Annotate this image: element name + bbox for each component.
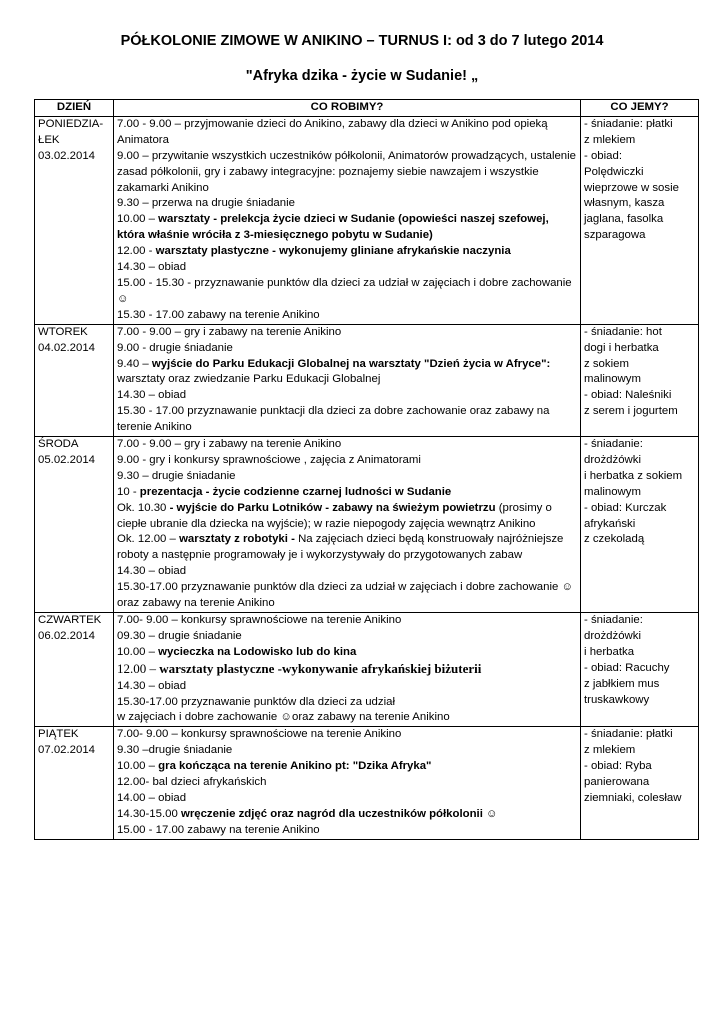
- food-line: wieprzowe w sosie: [584, 181, 679, 194]
- activity-line: [117, 710, 577, 726]
- activity-line: [117, 117, 577, 149]
- activity-text: 7.00 - 9.00 – gry i zabawy na terenie Anikino: [117, 438, 342, 451]
- food-cell: [581, 437, 699, 613]
- activity-line: [117, 679, 577, 695]
- activity-line: [117, 501, 577, 533]
- day-label: PIĄTEK: [38, 728, 79, 741]
- activity-text: 15.30 - 17.00 przyznawanie punktacji dla dzieci za dobre zachowanie oraz zabawy na terenie Anikino: [117, 405, 550, 434]
- activity-line: [117, 196, 577, 212]
- food-line: z czekoladą: [584, 533, 645, 546]
- food-cell: [581, 116, 699, 324]
- activity-text: 7.00- 9.00 – konkursy sprawnościowe na terenie Anikino: [117, 614, 402, 626]
- activity-text: 14.30-15.00: [117, 807, 181, 820]
- activity-line: [117, 532, 577, 564]
- activity-text: 15.30-17.00 przyznawanie punktów dla dzieci za udział w zajęciach i dobre zachowanie ☺ oraz zabawy na terenie Anikino: [117, 581, 574, 610]
- table-row: [35, 727, 699, 839]
- day-label: ŁEK: [38, 133, 60, 146]
- header-activities: CO ROBIMY?: [114, 100, 581, 117]
- food-cell: [581, 324, 699, 436]
- activity-highlight: wręczenie zdjęć oraz nagród dla uczestników półkolonii: [180, 807, 483, 820]
- food-line: malinowym: [584, 373, 641, 386]
- activity-text: 9.00 - drugie śniadanie: [117, 341, 233, 354]
- food-line: - obiad: Kurczak: [584, 501, 667, 514]
- food-line: szparagowa: [584, 229, 646, 242]
- activity-line: [117, 661, 577, 679]
- activity-text: 7.00 - 9.00 – przyjmowanie dzieci do Anikino, zabawy dla dzieci w Anikino pod opieką Animatora: [117, 117, 548, 146]
- food-line: - śniadanie: hot: [584, 325, 662, 338]
- food-line: Polędwiczki: [584, 165, 644, 178]
- food-line: afrykański: [584, 517, 636, 530]
- activity-text: 14.00 – obiad: [117, 791, 187, 804]
- activity-line: [117, 325, 577, 341]
- day-label: 07.02.2014: [38, 744, 96, 757]
- day-label: 04.02.2014: [38, 341, 96, 354]
- activity-line: [117, 437, 577, 453]
- schedule-body: [35, 116, 699, 839]
- activity-highlight: warsztaty - prelekcja życie dzieci w Sudanie (opowieści naszej szefowej, która właśnie wróciła z 3-miesięcznego pobytu w Sudanie): [117, 213, 549, 242]
- day-label: PONIEDZIA-: [38, 117, 104, 130]
- activity-text: 15.00 - 15.30 - przyznawanie punktów dla dzieci za udział w zajęciach i dobre zachowanie ☺: [117, 276, 572, 305]
- food-line: - śniadanie:: [584, 438, 643, 451]
- activity-text: 12.00 -: [117, 245, 156, 258]
- activity-line: [117, 404, 577, 436]
- food-line: z serem i jogurtem: [584, 405, 678, 418]
- activity-text: 15.30 - 17.00 zabawy na terenie Anikino: [117, 308, 320, 321]
- food-line: - obiad: Racuchy: [584, 661, 670, 674]
- activities-cell: [114, 727, 581, 839]
- food-line: dogi i herbatka: [584, 341, 659, 354]
- day-label: ŚRODA: [38, 438, 79, 451]
- activity-line: [117, 695, 577, 711]
- activity-line: [117, 341, 577, 357]
- food-line: truskawkowy: [584, 693, 650, 706]
- activity-text: 14.30 – obiad: [117, 679, 187, 692]
- activity-text: 9.00 – przywitanie wszystkich uczestników półkolonii, Animatorów prowadzących, ustalenie zasad półkolonii, gry i zabawy integracyjne: poznajemy siebie nawzajem i wszystkie zakamarki Anikino: [117, 149, 577, 194]
- activity-text: 9.40 –: [117, 357, 152, 370]
- day-cell: [35, 324, 114, 436]
- activity-text: w zajęciach i dobre zachowanie ☺oraz zabawy na terenie Anikino: [117, 711, 450, 724]
- activity-text: ☺: [482, 807, 498, 820]
- activity-text: 15.30-17.00 przyznawanie punktów dla dzieci za udział: [117, 695, 395, 708]
- activities-cell: [114, 613, 581, 727]
- activity-text: 15.00 - 17.00 zabawy na terenie Anikino: [117, 823, 320, 836]
- header-food: CO JEMY?: [581, 100, 699, 117]
- food-line: z mlekiem: [584, 744, 636, 757]
- activity-line: [117, 743, 577, 759]
- activity-highlight: gra kończąca na terenie Anikino pt: "Dzika Afryka": [158, 760, 432, 773]
- food-line: jaglana, fasolka: [584, 213, 664, 226]
- activity-line: [117, 308, 577, 324]
- activity-line: [117, 775, 577, 791]
- activity-line: [117, 564, 577, 580]
- food-line: drożdżówki: [584, 453, 641, 466]
- day-label: 06.02.2014: [38, 629, 96, 642]
- activity-line: [117, 485, 577, 501]
- food-cell: [581, 727, 699, 839]
- activity-line: [117, 260, 577, 276]
- activity-text: Ok. 12.00 –: [117, 533, 180, 546]
- activity-line: [117, 149, 577, 197]
- food-line: ziemniaki, colesław: [584, 791, 682, 804]
- activity-highlight: wyjście do Parku Edukacji Globalnej na warsztaty "Dzień życia w Afryce":: [151, 357, 551, 370]
- food-line: malinowym: [584, 485, 641, 498]
- day-cell: [35, 116, 114, 324]
- activity-text: warsztaty oraz zwiedzanie Parku Edukacji Globalnej: [117, 373, 381, 386]
- activity-line: [117, 388, 577, 404]
- header-day: DZIEŃ: [35, 100, 114, 117]
- activity-line: [117, 244, 577, 260]
- day-label: 05.02.2014: [38, 453, 96, 466]
- activity-highlight: warsztaty plastyczne -wykonywanie afrykańskiej biżuterii: [159, 660, 482, 676]
- food-line: - śniadanie: płatki: [584, 117, 673, 130]
- activities-cell: [114, 116, 581, 324]
- food-line: z jabłkiem mus: [584, 677, 660, 690]
- food-line: własnym, kasza: [584, 197, 665, 210]
- food-line: i herbatka: [584, 645, 635, 658]
- activities-cell: [114, 437, 581, 613]
- food-line: z mlekiem: [584, 133, 636, 146]
- activity-line: [117, 807, 577, 823]
- day-cell: [35, 437, 114, 613]
- activity-text: 9.30 – przerwa na drugie śniadanie: [117, 197, 295, 210]
- activity-text: 14.30 – obiad: [117, 261, 187, 274]
- activity-line: [117, 791, 577, 807]
- page-title: PÓŁKOLONIE ZIMOWE W ANIKINO – TURNUS I: od 3 do 7 lutego 2014: [120, 33, 604, 49]
- activity-highlight: - wyjście do Parku Lotników - zabawy na świeżym powietrzu: [169, 501, 496, 514]
- day-label: 03.02.2014: [38, 149, 96, 162]
- food-cell: [581, 613, 699, 727]
- activity-line: [117, 357, 577, 389]
- activity-line: [117, 645, 577, 661]
- activity-line: [117, 276, 577, 308]
- activity-line: [117, 727, 577, 743]
- day-label: CZWARTEK: [38, 614, 102, 626]
- activity-line: [117, 613, 577, 629]
- table-row: [35, 116, 699, 324]
- activity-text: 10.00 –: [117, 645, 159, 658]
- activity-text: 9.30 –drugie śniadanie: [117, 744, 233, 757]
- activity-line: [117, 759, 577, 775]
- activity-text: Na zajęciach dzieci będą konstruowały najróżniejsze roboty a następnie programowały je i wykorzystywały do przygotowanych zabaw: [117, 533, 564, 562]
- food-line: panierowana: [584, 776, 650, 789]
- table-row: [35, 324, 699, 436]
- activity-text: (prosimy o ciepłe ubranie dla dziecka na wyjście); w razie niepogody zajęcia wewnątrz Anikino: [117, 501, 552, 530]
- food-line: drożdżówki: [584, 629, 641, 642]
- day-cell: [35, 613, 114, 727]
- day-label: WTOREK: [38, 325, 88, 338]
- activity-line: [117, 629, 577, 645]
- food-line: - śniadanie: płatki: [584, 728, 673, 741]
- food-line: - śniadanie:: [584, 614, 643, 626]
- activity-text: 7.00 - 9.00 – gry i zabawy na terenie Anikino: [117, 325, 342, 338]
- activities-cell: [114, 324, 581, 436]
- activity-highlight: warsztaty z robotyki -: [179, 533, 295, 546]
- table-row: [35, 437, 699, 613]
- activity-text: 09.30 – drugie śniadanie: [117, 629, 242, 642]
- activity-highlight: warsztaty plastyczne - wykonujemy gliniane afrykańskie naczynia: [155, 245, 511, 258]
- activity-text: 14.30 – obiad: [117, 389, 187, 402]
- activity-text: 9.00 - gry i konkursy sprawnościowe , zajęcia z Animatorami: [117, 453, 421, 466]
- activity-line: [117, 823, 577, 839]
- schedule-table: [34, 99, 699, 840]
- activity-text: 14.30 – obiad: [117, 565, 187, 578]
- activity-text: 9.30 – drugie śniadanie: [117, 469, 236, 482]
- food-line: - obiad: Naleśniki: [584, 389, 672, 402]
- activity-line: [117, 580, 577, 612]
- food-line: i herbatka z sokiem: [584, 469, 683, 482]
- activity-text: 7.00- 9.00 – konkursy sprawnościowe na terenie Anikino: [117, 728, 402, 741]
- activity-text: 10.00 –: [117, 760, 159, 773]
- food-line: z sokiem: [584, 357, 629, 370]
- activity-highlight: wycieczka na Lodowisko lub do kina: [158, 645, 357, 658]
- activity-line: [117, 212, 577, 244]
- activity-text: 10.00 –: [117, 213, 159, 226]
- page-subtitle: "Afryka dzika - życie w Sudanie! „: [245, 68, 479, 84]
- activity-highlight: prezentacja - życie codzienne czarnej ludności w Sudanie: [139, 485, 452, 498]
- day-cell: [35, 727, 114, 839]
- activity-text: Ok. 10.30: [117, 501, 170, 514]
- activity-text: 10 -: [117, 485, 140, 498]
- activity-text: 12.00- bal dzieci afrykańskich: [117, 776, 267, 789]
- food-line: - obiad:: [584, 149, 622, 162]
- table-row: [35, 613, 699, 727]
- food-line: - obiad: Ryba: [584, 760, 652, 773]
- activity-line: [117, 453, 577, 469]
- activity-line: [117, 469, 577, 485]
- table-header-row: [35, 100, 699, 117]
- activity-text: 12.00 –: [117, 660, 160, 676]
